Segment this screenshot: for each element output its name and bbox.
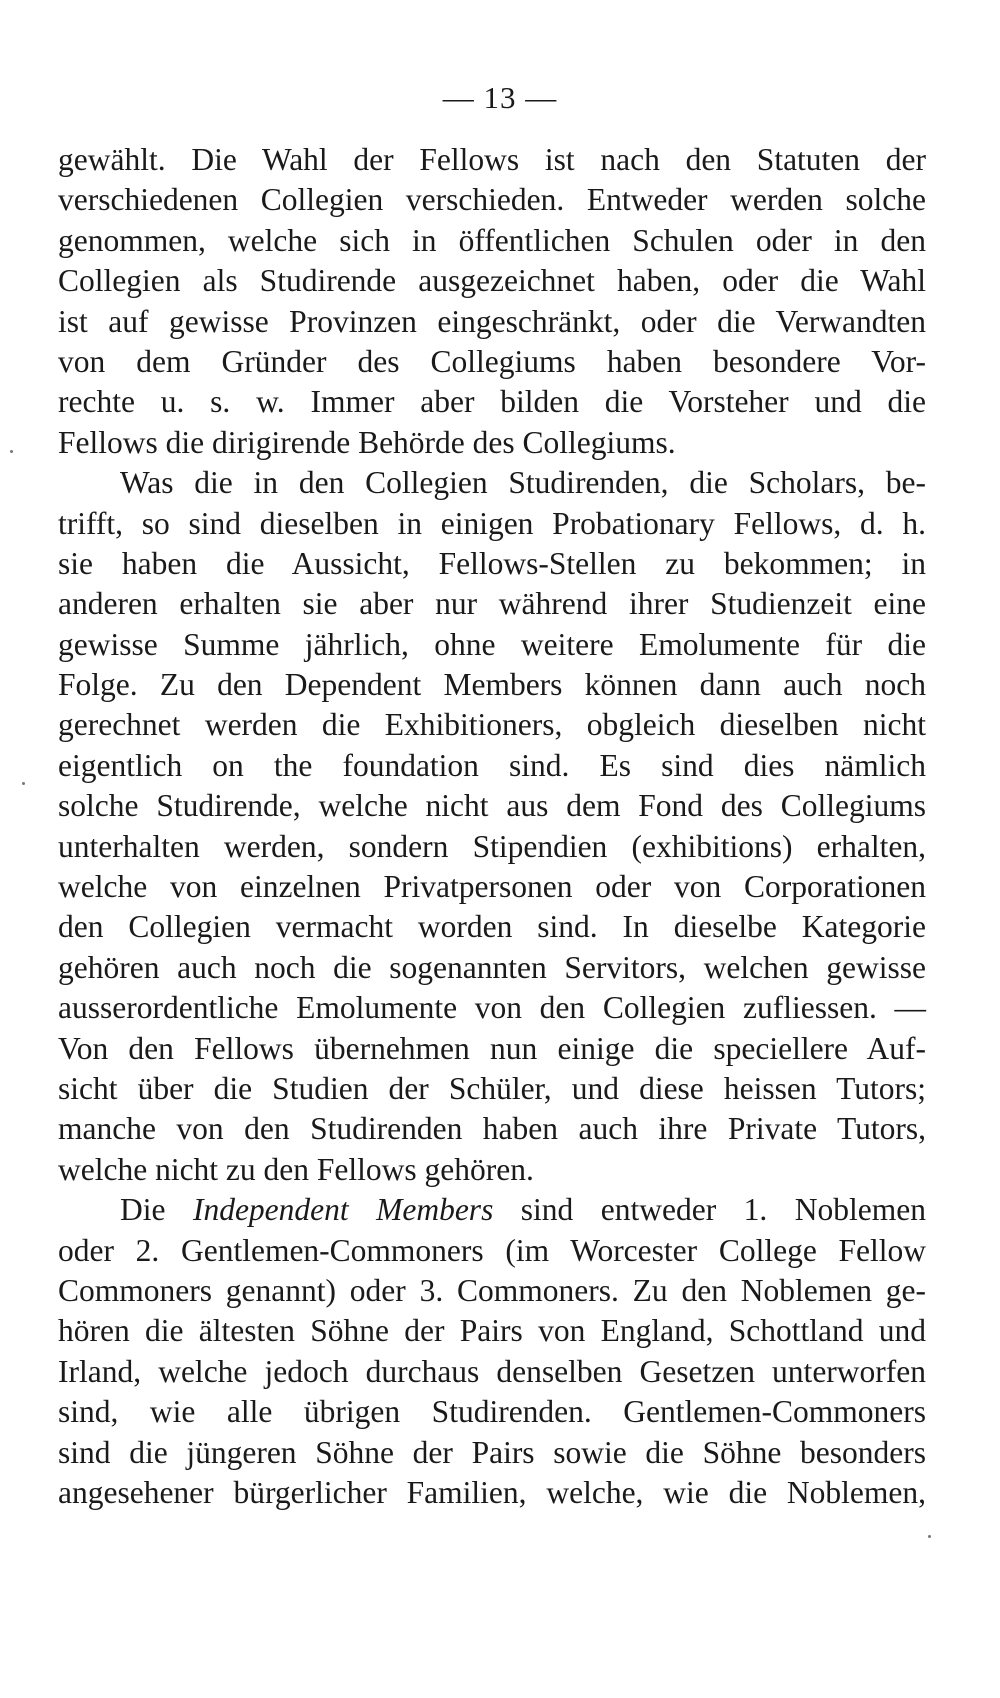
text-line: gewisse Summe jährlich, ohne weitere Emolumente für die	[58, 626, 926, 662]
text-line: eigentlich on the foundation sind. Es sind dies nämlich	[58, 747, 926, 783]
text-line: Commoners genannt) oder 3. Commoners. Zu den Noblemen ge-	[58, 1272, 926, 1308]
text-line: ist auf gewisse Provinzen eingeschränkt, oder die Verwandten	[58, 303, 926, 339]
text-line: hören die ältesten Söhne der Pairs von England, Schottland und	[58, 1313, 926, 1349]
page-number: — 13 —	[442, 80, 558, 115]
scan-speck	[928, 1535, 931, 1538]
text-line: anderen erhalten sie aber nur während ihrer Studienzeit eine	[58, 586, 926, 622]
text-line: gewählt. Die Wahl der Fellows ist nach den Statuten der	[58, 142, 926, 177]
text-fragment: Die	[120, 1192, 193, 1228]
text-line: den Collegien vermacht worden sind. In dieselbe Kategorie	[58, 909, 926, 945]
text-line: angesehener bürgerlicher Familien, welche, wie die Noblemen,	[58, 1474, 926, 1510]
text-line: rechte u. s. w. Immer aber bilden die Vorsteher und die	[58, 384, 926, 420]
text-line: ausserordentliche Emolumente von den Collegien zufliessen. —	[58, 990, 926, 1026]
text-line: sind die jüngeren Söhne der Pairs sowie die Söhne besonders	[58, 1434, 926, 1470]
text-line: solche Studirende, welche nicht aus dem Fond des Collegiums	[58, 788, 926, 824]
text-line: von dem Gründer des Collegiums haben besondere Vor-	[58, 343, 926, 379]
text-line: gerechnet werden die Exhibitioners, obgleich dieselben nicht	[58, 707, 926, 743]
text-line: Fellows die dirigirende Behörde des Collegiums.	[58, 424, 676, 460]
text-line: sind, wie alle übrigen Studirenden. Gentlemen-Commoners	[58, 1394, 926, 1430]
text-line: manche von den Studirenden haben auch ihre Private Tutors,	[58, 1111, 926, 1147]
text-line: sicht über die Studien der Schüler, und diese heissen Tutors;	[58, 1070, 926, 1106]
scan-speck	[10, 450, 13, 453]
text-line-emphasis	[58, 1190, 926, 1230]
text-line: gehören auch noch die sogenannten Servitors, welchen gewisse	[58, 949, 926, 985]
text-line: welche von einzelnen Privatpersonen oder von Corporationen	[58, 869, 926, 905]
text-line: sie haben die Aussicht, Fellows-Stellen zu bekommen; in	[58, 545, 926, 581]
text-line: unterhalten werden, sondern Stipendien (exhibitions) erhalten,	[58, 828, 926, 864]
text-line: genommen, welche sich in öffentlichen Schulen oder in den	[58, 222, 926, 258]
text-line: oder 2. Gentlemen-Commoners (im Worcester College Fellow	[58, 1232, 926, 1268]
text-line: trifft, so sind dieselben in einigen Probationary Fellows, d. h.	[58, 505, 926, 541]
text-line: verschiedenen Collegien verschieden. Entweder werden solche	[58, 182, 926, 218]
text-line: welche nicht zu den Fellows gehören.	[58, 1151, 534, 1187]
text-line: Collegien als Studirende ausgezeichnet haben, oder die Wahl	[58, 263, 926, 299]
text-line: Von den Fellows übernehmen nun einige die speciellere Auf-	[58, 1030, 926, 1066]
text-line: Was die in den Collegien Studirenden, die Scholars, be-	[120, 465, 926, 501]
italic-term: Independent Members	[192, 1192, 494, 1228]
text-line: Folge. Zu den Dependent Members können dann auch noch	[58, 667, 926, 703]
body-text	[58, 140, 926, 1513]
text-line: Irland, welche jedoch durchaus denselben Gesetzen unterworfen	[58, 1353, 926, 1389]
text-fragment: sind entweder 1. Noblemen	[493, 1192, 926, 1228]
scan-speck	[22, 782, 25, 785]
